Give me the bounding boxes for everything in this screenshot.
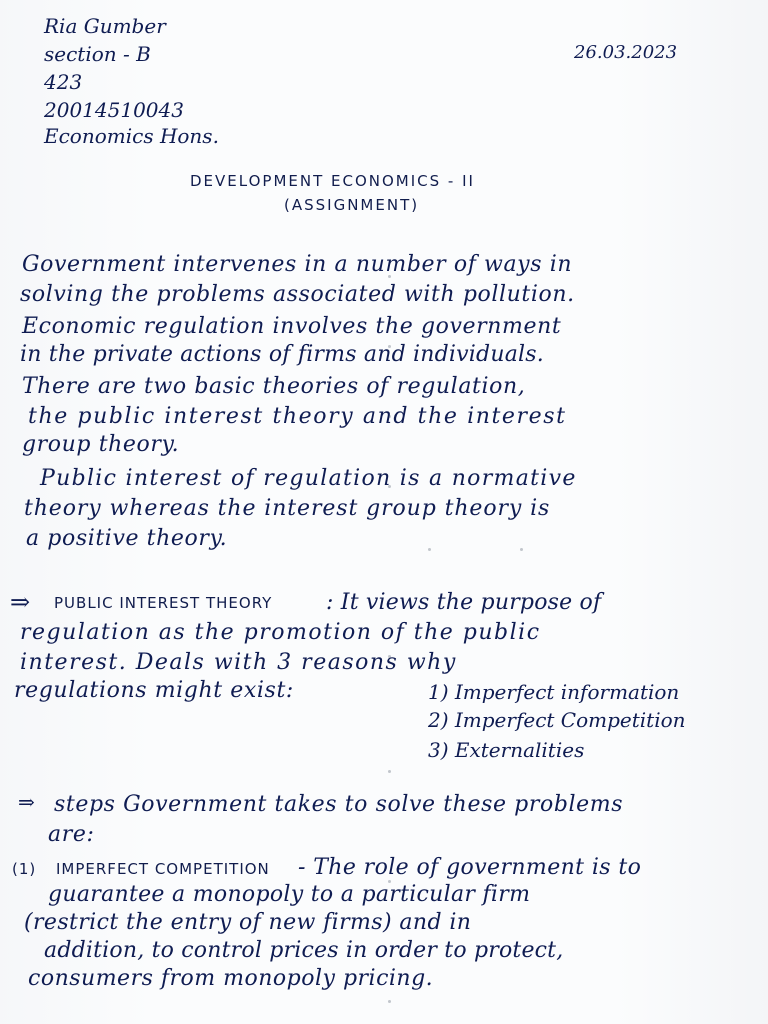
page-title: DEVELOPMENT ECONOMICS - II [190, 172, 475, 190]
intro-line: Government intervenes in a number of ways in [22, 252, 573, 277]
intro-line: Economic regulation involves the government [22, 314, 562, 339]
intro-line: theory whereas the interest group theory is [24, 496, 551, 521]
date: 26.03.2023 [574, 42, 678, 63]
public-interest-line: : It views the purpose of [326, 590, 602, 615]
steps-line: steps Government takes to solve these problems [54, 792, 624, 817]
course: Economics Hons. [44, 124, 219, 148]
public-interest-line: regulations might exist: [14, 678, 294, 703]
point-line: - The role of government is to [298, 855, 642, 880]
section: section - B [44, 42, 151, 66]
intro-line: in the private actions of firms and individuals. [20, 342, 544, 367]
section-heading-public-interest: PUBLIC INTEREST THEORY [54, 594, 273, 612]
id-number: 20014510043 [44, 98, 184, 122]
steps-line: are: [48, 822, 95, 847]
roll-number: 423 [44, 70, 83, 94]
intro-line: solving the problems associated with pollution. [20, 282, 575, 307]
point-line: (restrict the entry of new firms) and in [24, 910, 472, 935]
public-interest-line: regulation as the promotion of the public [20, 620, 541, 645]
point-line: addition, to control prices in order to protect, [44, 938, 564, 963]
ruling-dot [520, 548, 523, 551]
ruling-dot [428, 548, 431, 551]
arrow-icon: ⇒ [18, 790, 35, 814]
intro-line: Public interest of regulation is a normative [40, 466, 577, 491]
intro-line: a positive theory. [26, 526, 228, 551]
ruling-dot [388, 770, 391, 773]
page-subtitle: (ASSIGNMENT) [284, 196, 420, 214]
point-heading-imperfect-competition: IMPERFECT COMPETITION [56, 860, 270, 878]
public-interest-line: interest. Deals with 3 reasons why [20, 650, 457, 675]
intro-line: There are two basic theories of regulation, [22, 374, 526, 399]
point-line: guarantee a monopoly to a particular firm [48, 882, 531, 907]
arrow-icon: ⇒ [10, 588, 31, 616]
ruling-dot [388, 1000, 391, 1003]
student-name: Ria Gumber [44, 14, 166, 38]
intro-line: group theory. [22, 432, 180, 457]
intro-line: the public interest theory and the interest [28, 404, 567, 429]
reason-item: 2) Imperfect Competition [428, 708, 686, 732]
point-number: (1) [12, 860, 37, 878]
reason-item: 3) Externalities [428, 738, 585, 762]
reason-item: 1) Imperfect information [428, 680, 680, 704]
point-line: consumers from monopoly pricing. [28, 966, 434, 991]
